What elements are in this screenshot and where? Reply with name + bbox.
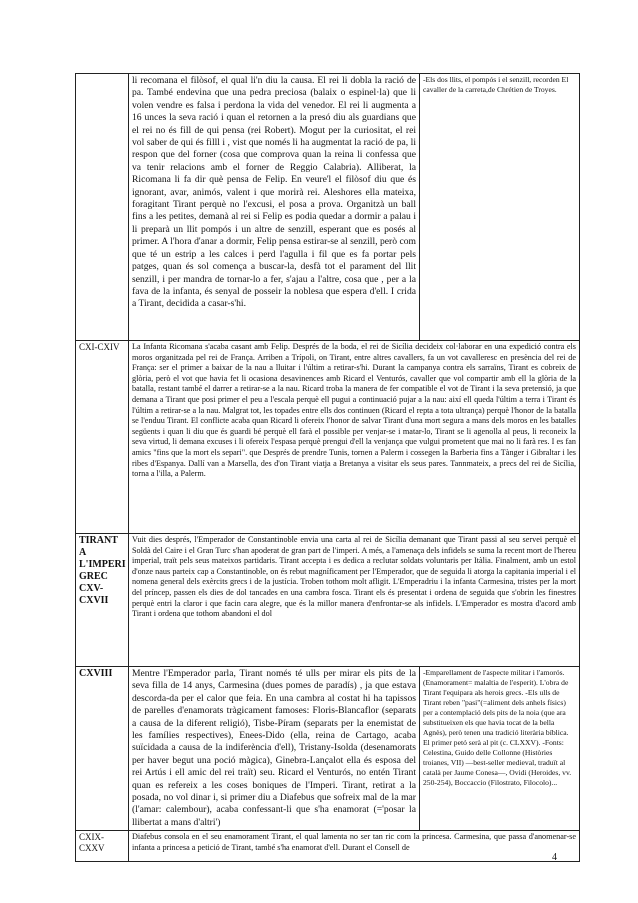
summary-text: Vuit dies després, l'Emperador de Constantinoble envia una carta al rei de Sicília demanant que Tirant passi al seu servei perquè el Soldà del Caire i el Gran Turc s'han apoderat de gran part de l'imperi. A més, a l'amenaça dels infidels se suma la recent mort de l'hereu imperial, traït pels seus mateixos partidaris. Tirant accepta i es dedica a reclutar soldats voluntaris per Itàlia. Finalment, amb un estol d'onze naus parteix cap a Constantinoble, on és rebut magníficament per l'Emperador, que de seguida li atorga la capitania imperial i el nomena general dels exèrcits grecs i de la justícia. Troben tothom molt afligit. L'Emperadriu i la infanta Carmesina, tristes per la mort del príncep, passen els dies de dol tancades en una cambra fosca. Tirant els és presentat i ordena de seguida que s'obrin les finestres perquè entri la claror i que facin cara alegre, que és la millor manera d'enfrontar-se als infidels. L'Emperador es mostra d'acord amb Tirant i ordena que tothom abandoni el dol <box>129 534 580 667</box>
table-row <box>76 534 580 667</box>
outline-table <box>75 73 580 862</box>
row-label: CXIX-CXXV <box>76 831 129 862</box>
summary-text: Mentre l'Emperador parla, Tirant només té ulls per mirar els pits de la seva filla de 14 anys, Carmesina (dues pomes de paradís) , ja que estava descorda-da per el calor que feia. En una cambra al costat hi ha tapissos de parelles d'enamorats tràgicament famoses: Floris-Blancaflor (separats a causa de la diferent religió), Tisbe-Píram (separats per la enemistat de les famílies respectives), Enees-Dido (ella, reina de Cartago, acaba suïcidada a causa de la indiferència d'ell), Tristany-Isolda (desenamorats per haver begut una poció màgica), Ginebra-Lançalot ella és esposa del rei Artús i ell amic del rei traït) seu. Ricard el Venturós, no entén Tirant quan es refereix a les coses boniques de l'Imperi. Tirant, retirat a la posada, no vol dinar i, si primer diu a Diafebus que sofreix mal de la mar (l'amar: calembour), acaba confessant-li que s'ha enamorat (='posar la llibertat a mans d'altri') <box>129 667 420 831</box>
table-row <box>76 341 580 534</box>
table-row <box>76 74 580 341</box>
row-label: CXVIII <box>76 667 129 831</box>
page-number: 4 <box>552 852 557 863</box>
table-row <box>76 667 580 831</box>
summary-text: La Infanta Ricomana s'acaba casant amb Felip. Després de la boda, el rei de Sicília decideix col·laborar en una expedició contra els moros organitzada pel rei de França. Arriben a Trípoli, on Tirant, entre altres cavallers, fa un vot cavalleresc en presència del rei de França: ser el primer a baixar de la nau a lluitar i l'últim a retirar-s'hi. Durant la campanya contra els sarraïns, Tirant es cobreix de glòria, però el vot que havia fet li ocasiona desavinences amb Ricard el Venturós, cavaller que vol compartir amb ell la glòria de la batalla, restant també el darrer a retirar-se a la nau. Ricard troba la manera de fer compatible el vot de Tirant i la seva pretensió, ja que demana a Tirant que posi primer el peu a l'escala perquè ell pugui a continuació pujar a la nau: així ell queda l'últim a terra i Tirant és l'últim a retirar-se a la nau. Malgrat tot, les topades entre ells dos continuen (Ricard el repta a tota ultrança) perquè l'honor de la batalla se l'enduu Tirant. El conflicte acaba quan Ricard li ofereix l'honor de salvar Tirant d'una mort segura a mans dels moros en les batalles següents i quan li diu que és guardi bé perquè ell farà el possible per venjar-se i matar-lo, Tirant se li agenolla al peus, li reconeix la seva virtud, li demana excuses i li ofereix l'espasa perquè prengui d'ell la venjança que vulgui prometent que mai no li farà res. I es fan amics "fins que la mort els separi". que Després de prendre Tunis, tornen a Palerm i cossegen la Barberia fins a Tànger i Gibraltar i les ribes d'Espanya. Dallí van a Marsella, des d'on Tirant viatja a Bretanya a visitar els seus pares. Tannmateix, a precs del rei de Sicília, torna a l'illa, a Palerm. <box>129 341 580 534</box>
summary-text: Diafebus consola en el seu enamorament Tirant, el qual lamenta no ser tan ric com la princesa. Carmesina, que passa d'anomenar-se infanta a princesa a petició de Tirant, també s'ha enamorat d'ell. Durant el Consell de <box>129 831 580 862</box>
section-heading: TIRANT A L'IMPERI GREC CXV-CXVII <box>76 534 129 667</box>
summary-text: li recomana el filòsof, el qual li'n diu la causa. El rei li dobla la ració de pa. També endevina que una pedra preciosa (balaix o espinel·la) que li volen vendre es falsa i perdona la vida del venedor. El rei li augmenta a 16 unces la seva ració i quan el retornen a la presó diu als guardians que el rei no és fill de qui pensa (rei Robert). Mogut per la curiositat, el rei vol saber de qui és filll i , vist que només li ha augmentat la ració de pa, li respon que del forner (cosa que comprova quan la reina li confessa que va tenir relacions amb el forner de Reggio Calabria). Alliberat, la Ricomana li fa dir què pensa de Felip. En veure'l el filòsof diu que és ignorant, avar, animós, valent i que morirà rei. Aleshores ella mateixa, foragitant Tirant perquè no l'excusi, el posa a prova. Organitzà un ball fins a les petites, demanà al rei si Felip es podia quedar a dormir a palau i li preparà un llit pompós i un altre de senzill, esperant que es posés al primer. A l'hora d'anar a dormir, Felip pensa estirar-se al senzill, però com que té un estrip a les calces i perd l'agulla i fil que es fa portar pels patges, quan és sol comença a buscar-la, desfà tot el parament del llit senzill, i per mandra de tornar-lo a fer, s'ajau a l'altre, cosa que , per a la fava de la infanta, és senyal de posseir la noblesa que espera d'ell. I crida a Tirant, decidida a casar-s'hi. <box>129 74 420 341</box>
commentary-note: -Els dos llits, el pompós i el senzill, recorden El cavaller de la carreta,de Chrétien de Troyes. <box>420 74 580 341</box>
table-row <box>76 831 580 862</box>
commentary-note: -Emparellament de l'aspecte militar i l'amorós. (Enamorament= malaltia de l'esperit). L'obra de Tirant l'equipara als herois grecs. -Els ulls de Tirant reben "pasi"(=aliment dels anhels físics) per a contemplació dels pits de la noia (que ara substitueixen els que havia tocat de la bella Agnès), però tenen una tradició literària bíblica. El primer petó serà al pit (c. CLXXV). -Fonts: Celestina, Guido delle Collonne (Històries troianes, VII) —best-seller medieval, traduït al català per Jaume Conesa—, Ovidi (Heroides, vv. 250-254), Boccaccio (Filostrato, Filocolo)... <box>420 667 580 831</box>
row-label <box>76 74 129 341</box>
row-label: CXI-CXIV <box>76 341 129 534</box>
